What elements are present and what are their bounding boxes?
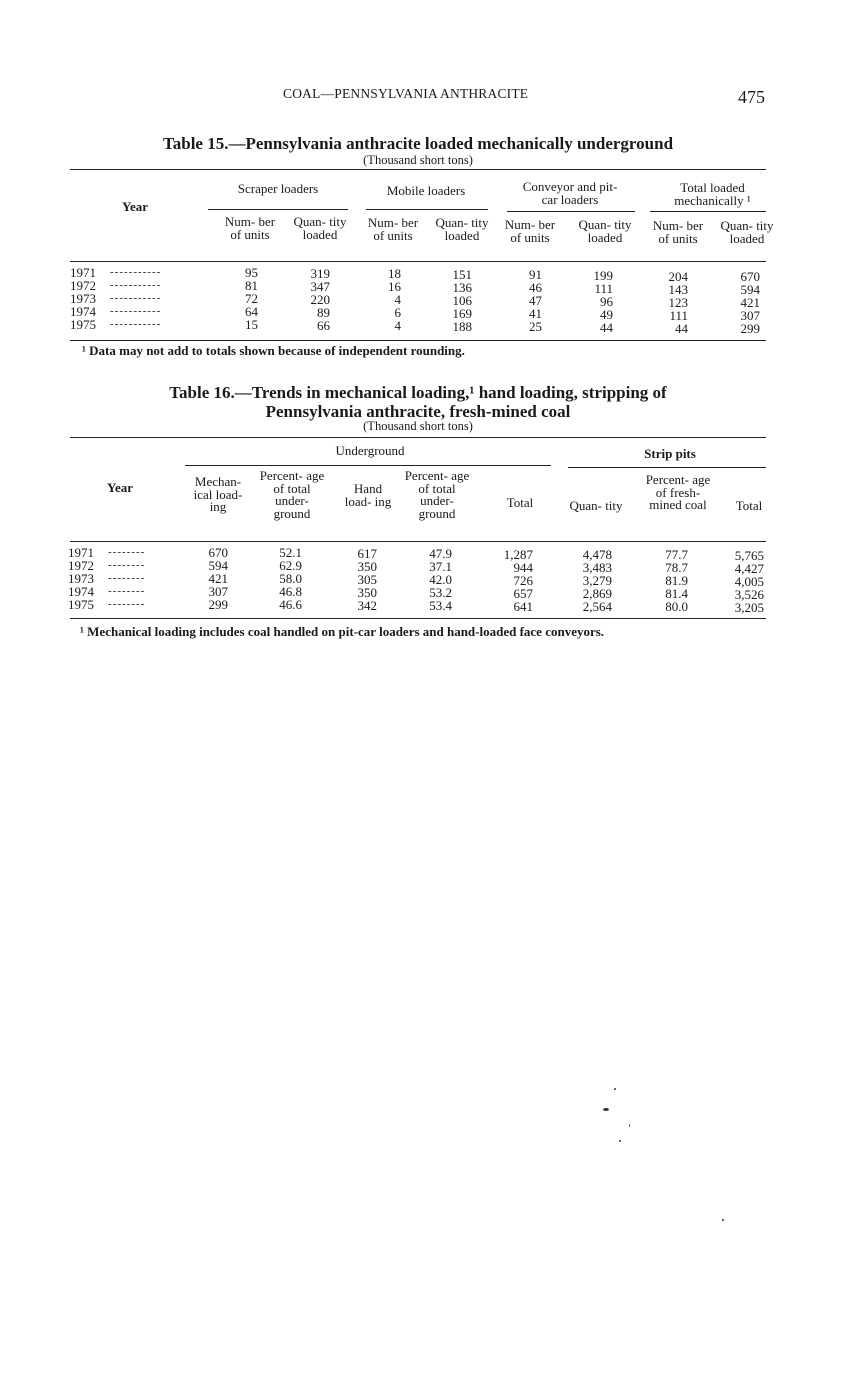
table16-top-rule: [70, 437, 766, 438]
table15-value-cell: 66: [317, 317, 330, 333]
table15-sub-total-units: Num- ber of units: [652, 218, 704, 246]
table16-value-cell: 4,478: [582, 547, 612, 562]
table16-value-cell: 307: [208, 584, 228, 599]
table15-value-cell: 188: [452, 318, 472, 334]
table15-value-cell: 4: [394, 292, 401, 308]
running-title: COAL—PENNSYLVANIA ANTHRACITE: [283, 86, 529, 101]
table15-value-cell: 25: [529, 319, 542, 335]
table16-value-cell: 350: [357, 584, 377, 600]
table15-value-cell: 44: [675, 320, 688, 336]
table16-value-cell: 46.6: [279, 597, 302, 613]
table16-value-cell: 670: [208, 545, 228, 560]
table15-value-cell: 106: [452, 292, 472, 308]
table16-group-strip: Strip pits: [644, 446, 696, 461]
table16-value-cell: 342: [357, 597, 377, 613]
table15-value-cell: 347: [310, 278, 330, 294]
table15-leader-dots: -----------: [110, 279, 162, 291]
table15-year-header: Year: [122, 199, 148, 214]
table16-col-total-underground: Total: [506, 495, 534, 510]
table16-value-cell: 47.9: [429, 546, 452, 562]
table16-value-cell: 37.1: [429, 559, 452, 575]
table16-year-cell: 1974: [68, 584, 94, 599]
table16-year-header: Year: [107, 480, 133, 495]
table15-group-total: Total loaded mechanically ¹: [674, 180, 751, 208]
table16-value-cell: 657: [513, 585, 533, 601]
table15-value-cell: 96: [600, 294, 613, 309]
table15-value-cell: 111: [669, 307, 688, 323]
table16-col-mechanical: Mechan- ical load- ing: [193, 474, 243, 514]
table16-leader-dots: --------: [108, 559, 146, 571]
scan-speck: [614, 1088, 616, 1090]
table15-group-rule-conveyor: [507, 211, 635, 212]
table16-group-rule-underground: [185, 465, 551, 466]
table16-value-cell: 421: [208, 571, 228, 586]
scan-speck: [722, 1219, 724, 1221]
table16-footnote: ¹ Mechanical loading includes coal handled on pit-car loaders and hand-loaded face conveyors.: [80, 624, 605, 639]
table15-title: Table 15.—Pennsylvania anthracite loaded mechanically underground: [162, 134, 674, 153]
table15-year-cell: 1971: [70, 265, 96, 280]
table15-value-cell: 594: [740, 282, 760, 298]
table15-value-cell: 15: [245, 317, 258, 332]
table16-title-line1: Table 16.—Trends in mechanical loading,¹ hand loading, stripping of: [169, 383, 667, 402]
table16-value-cell: 42.0: [429, 572, 452, 588]
table16-value-cell: 2,869: [582, 586, 612, 601]
table15-value-cell: 319: [310, 265, 330, 281]
table15-value-cell: 49: [600, 307, 613, 322]
table16-value-cell: 1,287: [503, 546, 533, 562]
table15-units: (Thousand short tons): [363, 153, 473, 167]
table16-value-cell: 80.0: [665, 599, 688, 615]
table15-header-rule: [70, 261, 766, 262]
table15-year-cell: 1974: [70, 304, 96, 319]
table16-value-cell: 617: [357, 545, 377, 561]
table15-leader-dots: -----------: [110, 318, 162, 330]
table15-value-cell: 46: [529, 280, 542, 296]
table15-value-cell: 81: [245, 278, 258, 293]
table16-bottom-rule: [70, 618, 766, 619]
table15-group-rule-total: [650, 211, 766, 212]
table15-value-cell: 169: [452, 305, 472, 321]
table15-value-cell: 72: [245, 291, 258, 306]
table15-value-cell: 220: [310, 291, 330, 307]
table16-value-cell: 4,427: [734, 560, 764, 576]
table15-value-cell: 95: [245, 265, 258, 280]
table15-footnote: ¹ Data may not add to totals shown because of independent rounding.: [82, 343, 465, 358]
table15-leader-dots: -----------: [110, 266, 162, 278]
table16-value-cell: 5,765: [734, 547, 764, 563]
table16-col-pct-hand: Percent- age of total under- ground: [404, 468, 470, 521]
table15-bottom-rule: [70, 340, 766, 341]
table15-value-cell: 91: [529, 267, 542, 283]
table16-value-cell: 3,279: [582, 573, 612, 588]
table16-value-cell: 299: [208, 597, 228, 612]
table16-value-cell: 46.8: [279, 584, 302, 600]
table16-leader-dots: --------: [108, 572, 146, 584]
table16-value-cell: 2,564: [582, 599, 612, 614]
table15-year-cell: 1972: [70, 278, 96, 293]
table16-value-cell: 53.2: [429, 585, 452, 601]
table15-value-cell: 307: [740, 308, 760, 324]
table15-value-cell: 18: [388, 266, 401, 282]
table16-col-strip-total: Total: [735, 498, 763, 513]
table16-value-cell: 52.1: [279, 545, 302, 561]
table16-value-cell: 350: [357, 558, 377, 574]
table15-value-cell: 299: [740, 321, 760, 337]
table15-value-cell: 136: [452, 279, 472, 295]
table16-value-cell: 62.9: [279, 558, 302, 574]
table16-value-cell: 944: [513, 559, 533, 575]
page-number: 475: [738, 87, 765, 107]
table16-value-cell: 81.4: [665, 586, 688, 602]
table16-value-cell: 78.7: [665, 560, 688, 576]
table16-value-cell: 77.7: [665, 547, 688, 563]
table16-value-cell: 3,205: [734, 599, 764, 615]
table16-group-underground: Underground: [335, 443, 405, 458]
table15-value-cell: 41: [529, 306, 542, 322]
table15-value-cell: 199: [593, 268, 613, 283]
table15-value-cell: 64: [245, 304, 258, 319]
table15-value-cell: 44: [600, 320, 613, 335]
table16-title-line2: Pennsylvania anthracite, fresh-mined coal: [265, 402, 571, 421]
table15-year-cell: 1975: [70, 317, 96, 332]
table15-value-cell: 47: [529, 293, 542, 309]
table15-group-conveyor: Conveyor and pit-car loaders: [522, 179, 618, 207]
table15-sub-conveyor-units: Num- ber of units: [504, 217, 556, 245]
scan-speck: [603, 1108, 609, 1111]
table15-value-cell: 204: [668, 268, 688, 284]
table15-sub-mobile-qty: Quan- tity loaded: [435, 215, 489, 243]
table15-year-cell: 1973: [70, 291, 96, 306]
table16-value-cell: 305: [357, 571, 377, 587]
table15-value-cell: 89: [317, 304, 330, 320]
table16-year-cell: 1971: [68, 545, 94, 560]
table15-leader-dots: -----------: [110, 305, 162, 317]
table15-sub-scraper-units: Num- ber of units: [224, 214, 276, 242]
table15-value-cell: 670: [740, 269, 760, 285]
table16-value-cell: 594: [208, 558, 228, 573]
table15-leader-dots: -----------: [110, 292, 162, 304]
table15-value-cell: 143: [668, 281, 688, 297]
table15-sub-scraper-qty: Quan- tity loaded: [293, 214, 347, 242]
table16-value-cell: 3,526: [734, 586, 764, 602]
table15-value-cell: 16: [388, 279, 401, 295]
table16-year-cell: 1973: [68, 571, 94, 586]
table15-group-scraper: Scraper loaders: [237, 181, 319, 196]
table15-value-cell: 151: [452, 266, 472, 282]
table16-value-cell: 641: [513, 598, 533, 614]
table15-value-cell: 123: [668, 294, 688, 310]
table15-group-rule-mobile: [366, 209, 488, 210]
table15-sub-conveyor-qty: Quan- tity loaded: [578, 217, 632, 245]
table15-value-cell: 421: [740, 295, 760, 311]
table16-leader-dots: --------: [108, 598, 146, 610]
table16-group-rule-strip: [568, 467, 766, 468]
table15-group-rule-scraper: [208, 209, 348, 210]
table16-col-pct-mech: Percent- age of total under- ground: [259, 468, 325, 521]
table16-leader-dots: --------: [108, 546, 146, 558]
scan-speck: [619, 1140, 621, 1142]
table15-value-cell: 6: [394, 305, 401, 321]
table16-value-cell: 58.0: [279, 571, 302, 587]
table16-col-strip-quantity: Quan- tity: [569, 498, 623, 513]
table15-top-rule: [70, 169, 766, 170]
table15-sub-total-qty: Quan- tity loaded: [720, 218, 774, 246]
table15-group-mobile: Mobile loaders: [386, 183, 466, 198]
table16-value-cell: 53.4: [429, 598, 452, 614]
table16-value-cell: 81.9: [665, 573, 688, 589]
table15-value-cell: 4: [394, 318, 401, 334]
scan-speck: [629, 1124, 630, 1127]
table16-year-cell: 1975: [68, 597, 94, 612]
table16-units: (Thousand short tons): [363, 419, 473, 433]
table16-year-cell: 1972: [68, 558, 94, 573]
table15-sub-mobile-units: Num- ber of units: [367, 215, 419, 243]
table16-col-strip-pct: Percent- age of fresh- mined coal: [645, 472, 711, 512]
table16-leader-dots: --------: [108, 585, 146, 597]
table16-value-cell: 4,005: [734, 573, 764, 589]
table16-value-cell: 3,483: [582, 560, 612, 575]
table15-value-cell: 111: [594, 281, 613, 296]
table16-col-hand: Hand load- ing: [344, 481, 392, 509]
table16-header-rule: [70, 541, 766, 542]
table16-value-cell: 726: [513, 572, 533, 588]
